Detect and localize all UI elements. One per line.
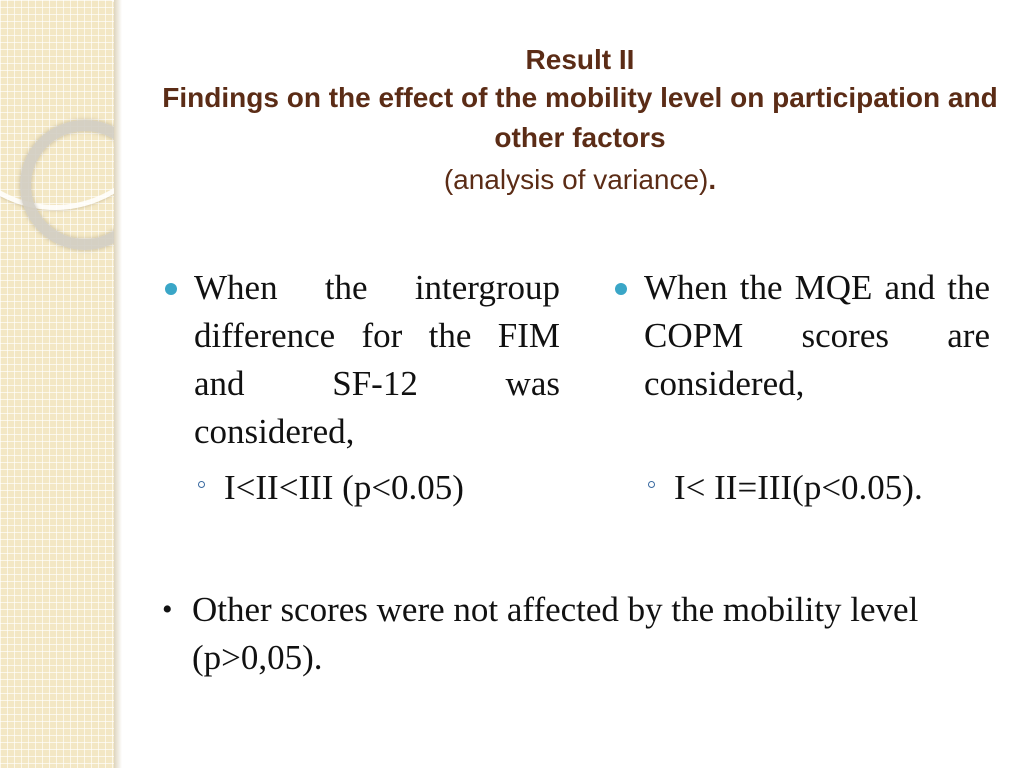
left-column	[162, 264, 560, 512]
hollow-circle-icon	[198, 481, 205, 488]
right-sub-bullet-text: I< II=III(p<0.05).	[674, 468, 923, 507]
title-line-subtitle	[160, 158, 1000, 202]
bullet-marker: •	[162, 593, 173, 626]
bottom-bullet	[162, 586, 992, 682]
strip-shadow	[114, 0, 122, 768]
right-column	[612, 264, 990, 512]
subtitle-period: .	[708, 164, 717, 195]
bottom-bullet-text: Other scores were not affected by the mobility level (p>0,05).	[192, 590, 919, 677]
slide-title	[160, 42, 1000, 202]
left-bullet	[162, 264, 560, 456]
left-sub-bullet	[162, 464, 560, 512]
bullet-dot-icon	[615, 283, 627, 295]
decorative-side-strip	[0, 0, 114, 768]
title-line-findings: Findings on the effect of the mobility level on participation and other factors	[162, 82, 998, 153]
right-bullet-text: When the MQE and the COPM scores are considered,	[644, 268, 990, 403]
subtitle-text: (analysis of variance)	[443, 164, 709, 195]
left-sub-bullet-text: I<II<III (p<0.05)	[224, 468, 464, 507]
right-sub-bullet	[612, 464, 990, 512]
bullet-dot-icon	[165, 283, 177, 295]
title-line-result: Result II	[525, 44, 635, 75]
right-bullet	[612, 264, 990, 408]
left-bullet-text: When the intergroup difference for the FIM and SF-12 was considered,	[194, 268, 560, 451]
hollow-circle-icon	[648, 481, 655, 488]
